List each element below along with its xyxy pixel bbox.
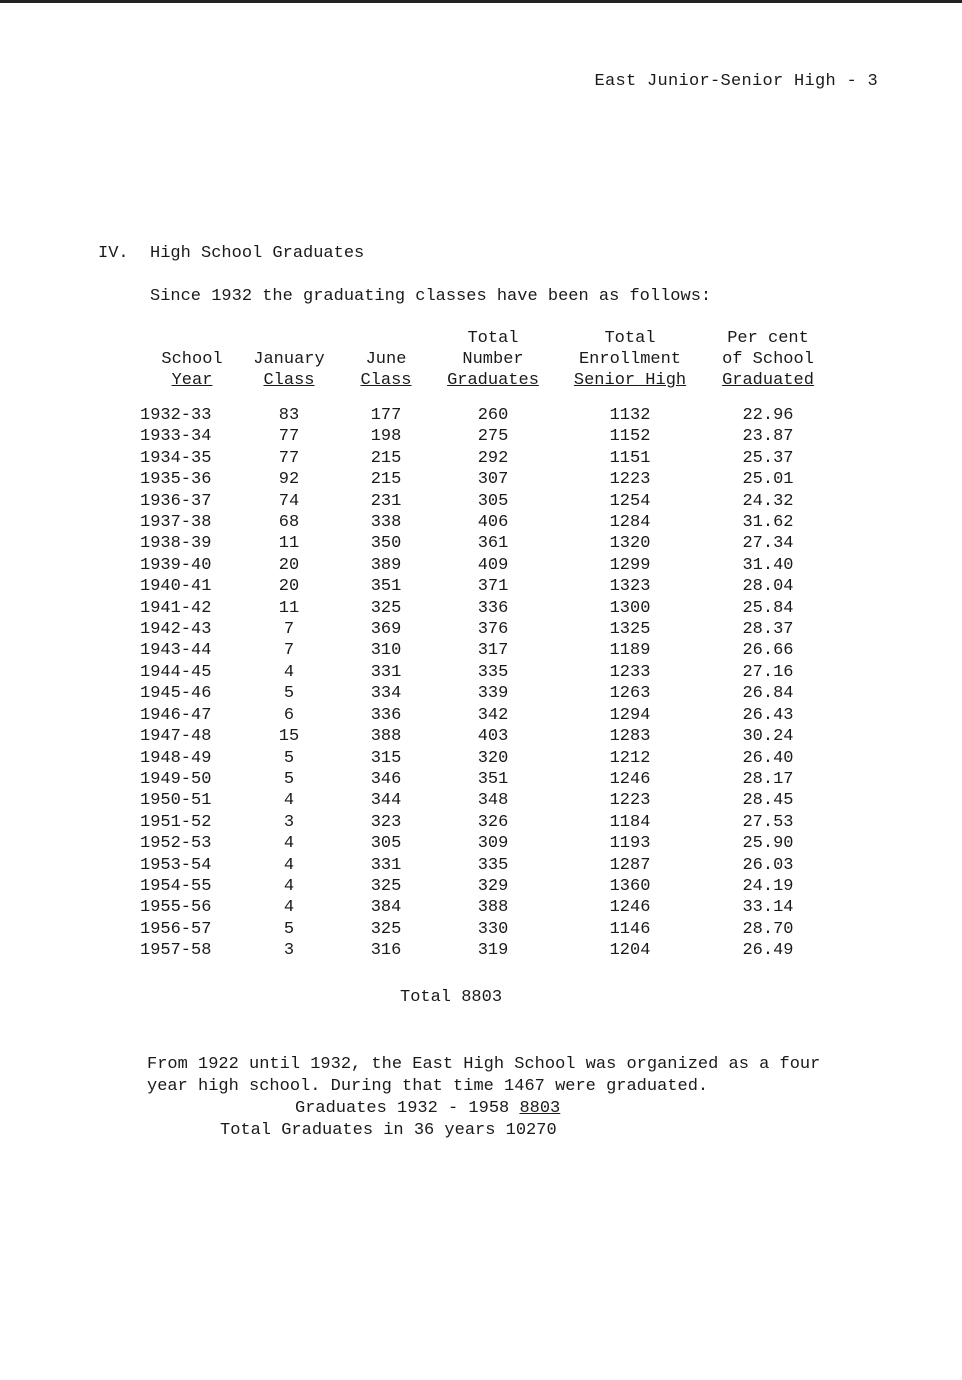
cell-total-enrollment: 1223 <box>609 470 651 490</box>
cell-total-enrollment: 1212 <box>609 748 651 768</box>
cell-january-class: 74 <box>278 491 300 511</box>
cell-total-graduates: 351 <box>477 769 509 789</box>
cell-june-class: 331 <box>370 855 402 875</box>
cell-percent-graduated: 25.37 <box>742 448 794 468</box>
cell-school-year: 1933-34 <box>140 427 212 447</box>
cell-january-class: 5 <box>283 748 295 768</box>
table-row <box>140 897 824 918</box>
footer-line-3-label: Graduates 1932 - 1958 <box>295 1099 510 1118</box>
cell-percent-graduated: 23.87 <box>742 427 794 447</box>
cell-june-class: 331 <box>370 662 402 682</box>
cell-percent-graduated: 27.53 <box>742 812 794 832</box>
cell-january-class: 11 <box>278 598 300 618</box>
table-row <box>140 940 824 961</box>
cell-total-enrollment: 1254 <box>609 491 651 511</box>
cell-january-class: 92 <box>278 470 300 490</box>
table-row <box>140 640 824 661</box>
total-line: Total 8803 <box>400 988 503 1007</box>
cell-percent-graduated: 33.14 <box>742 898 794 918</box>
table-row <box>140 448 824 469</box>
table-row <box>140 405 824 426</box>
cell-total-enrollment: 1284 <box>609 513 651 533</box>
cell-total-enrollment: 1189 <box>609 641 651 661</box>
cell-total-graduates: 319 <box>477 941 509 961</box>
cell-total-graduates: 388 <box>477 898 509 918</box>
cell-total-graduates: 260 <box>477 406 509 425</box>
footer-line-4: Total Graduates in 36 years 10270 <box>220 1121 557 1140</box>
cell-total-graduates: 361 <box>477 534 509 554</box>
cell-school-year: 1934-35 <box>140 448 212 468</box>
cell-total-graduates: 371 <box>477 577 509 597</box>
cell-june-class: 323 <box>370 812 402 832</box>
cell-january-class: 20 <box>278 555 300 575</box>
cell-school-year: 1942-43 <box>140 620 212 640</box>
cell-total-graduates: 307 <box>477 470 509 490</box>
cell-june-class: 325 <box>370 598 402 618</box>
cell-percent-graduated: 24.32 <box>742 491 794 511</box>
cell-january-class: 83 <box>278 406 300 425</box>
cell-total-graduates: 403 <box>477 727 509 747</box>
cell-total-enrollment: 1294 <box>609 705 651 725</box>
cell-january-class: 4 <box>283 834 295 854</box>
cell-total-graduates: 376 <box>477 620 509 640</box>
cell-total-graduates: 336 <box>477 598 509 618</box>
header-total-graduates: Total Number Graduates <box>447 329 539 390</box>
section-number: IV. <box>98 244 129 263</box>
top-border <box>0 0 962 3</box>
cell-total-enrollment: 1193 <box>609 834 651 854</box>
table-row <box>140 812 824 833</box>
cell-january-class: 5 <box>283 684 295 704</box>
cell-total-enrollment: 1299 <box>609 555 651 575</box>
cell-january-class: 3 <box>283 941 295 961</box>
cell-january-class: 68 <box>278 513 300 533</box>
cell-percent-graduated: 28.45 <box>742 791 794 811</box>
cell-total-graduates: 348 <box>477 791 509 811</box>
cell-total-graduates: 339 <box>477 684 509 704</box>
table-row <box>140 491 824 512</box>
cell-june-class: 215 <box>370 448 402 468</box>
cell-june-class: 389 <box>370 555 402 575</box>
graduates-table <box>140 328 824 962</box>
footer-notes <box>147 1054 820 1142</box>
cell-school-year: 1939-40 <box>140 555 212 575</box>
cell-total-enrollment: 1360 <box>609 876 651 896</box>
cell-june-class: 310 <box>370 641 402 661</box>
cell-school-year: 1950-51 <box>140 791 212 811</box>
cell-total-enrollment: 1320 <box>609 534 651 554</box>
table-row <box>140 598 824 619</box>
cell-school-year: 1947-48 <box>140 727 212 747</box>
cell-school-year: 1941-42 <box>140 598 212 618</box>
cell-percent-graduated: 26.40 <box>742 748 794 768</box>
table-row <box>140 769 824 790</box>
cell-june-class: 336 <box>370 705 402 725</box>
cell-school-year: 1956-57 <box>140 919 212 939</box>
cell-total-enrollment: 1287 <box>609 855 651 875</box>
table-row <box>140 705 824 726</box>
table-row <box>140 683 824 704</box>
cell-percent-graduated: 25.01 <box>742 470 794 490</box>
cell-june-class: 231 <box>370 491 402 511</box>
cell-total-enrollment: 1233 <box>609 662 651 682</box>
cell-june-class: 369 <box>370 620 402 640</box>
cell-school-year: 1954-55 <box>140 876 212 896</box>
cell-percent-graduated: 22.96 <box>742 406 794 425</box>
cell-june-class: 384 <box>370 898 402 918</box>
cell-total-enrollment: 1283 <box>609 727 651 747</box>
cell-january-class: 77 <box>278 448 300 468</box>
cell-total-enrollment: 1323 <box>609 577 651 597</box>
cell-june-class: 177 <box>370 406 402 425</box>
cell-june-class: 325 <box>370 876 402 896</box>
table-row <box>140 469 824 490</box>
section-heading <box>98 244 364 263</box>
cell-total-graduates: 329 <box>477 876 509 896</box>
table-header-row <box>140 328 824 405</box>
table-row <box>140 426 824 447</box>
table-row <box>140 619 824 640</box>
cell-january-class: 6 <box>283 705 295 725</box>
cell-january-class: 4 <box>283 855 295 875</box>
section-title: High School Graduates <box>150 244 365 263</box>
cell-january-class: 5 <box>283 769 295 789</box>
cell-total-graduates: 305 <box>477 491 509 511</box>
cell-total-enrollment: 1325 <box>609 620 651 640</box>
table-row <box>140 533 824 554</box>
cell-percent-graduated: 25.90 <box>742 834 794 854</box>
cell-total-enrollment: 1246 <box>609 898 651 918</box>
cell-total-graduates: 326 <box>477 812 509 832</box>
cell-percent-graduated: 26.03 <box>742 855 794 875</box>
cell-school-year: 1937-38 <box>140 513 212 533</box>
cell-total-enrollment: 1246 <box>609 769 651 789</box>
footer-line-2: year high school. During that time 1467 were graduated. <box>147 1077 709 1096</box>
cell-june-class: 344 <box>370 791 402 811</box>
cell-school-year: 1952-53 <box>140 834 212 854</box>
cell-june-class: 351 <box>370 577 402 597</box>
cell-percent-graduated: 25.84 <box>742 598 794 618</box>
cell-percent-graduated: 26.84 <box>742 684 794 704</box>
cell-january-class: 4 <box>283 791 295 811</box>
cell-total-enrollment: 1132 <box>609 406 651 425</box>
cell-june-class: 338 <box>370 513 402 533</box>
cell-school-year: 1957-58 <box>140 941 212 961</box>
cell-school-year: 1932-33 <box>140 406 212 425</box>
cell-january-class: 4 <box>283 876 295 896</box>
cell-june-class: 325 <box>370 919 402 939</box>
table-row <box>140 876 824 897</box>
cell-total-graduates: 275 <box>477 427 509 447</box>
footer-line-3-value: 8803 <box>519 1099 561 1118</box>
cell-percent-graduated: 28.37 <box>742 620 794 640</box>
header-june-class: June Class <box>360 350 412 390</box>
cell-school-year: 1935-36 <box>140 470 212 490</box>
cell-school-year: 1936-37 <box>140 491 212 511</box>
table-row <box>140 555 824 576</box>
cell-total-enrollment: 1223 <box>609 791 651 811</box>
cell-total-enrollment: 1151 <box>609 448 651 468</box>
cell-june-class: 346 <box>370 769 402 789</box>
cell-school-year: 1955-56 <box>140 898 212 918</box>
table-row <box>140 576 824 597</box>
header-school-year: School Year <box>161 350 223 390</box>
cell-total-graduates: 317 <box>477 641 509 661</box>
cell-january-class: 4 <box>283 898 295 918</box>
cell-percent-graduated: 24.19 <box>742 876 794 896</box>
cell-school-year: 1945-46 <box>140 684 212 704</box>
header-january-class: January Class <box>253 350 325 390</box>
cell-january-class: 77 <box>278 427 300 447</box>
cell-total-graduates: 406 <box>477 513 509 533</box>
table-row <box>140 833 824 854</box>
cell-january-class: 3 <box>283 812 295 832</box>
cell-total-graduates: 320 <box>477 748 509 768</box>
table-row <box>140 748 824 769</box>
running-head: East Junior-Senior High - 3 <box>594 72 878 91</box>
cell-january-class: 5 <box>283 919 295 939</box>
cell-total-graduates: 409 <box>477 555 509 575</box>
table-row <box>140 790 824 811</box>
cell-total-graduates: 342 <box>477 705 509 725</box>
table-row <box>140 662 824 683</box>
cell-january-class: 20 <box>278 577 300 597</box>
table-row <box>140 855 824 876</box>
cell-total-graduates: 335 <box>477 662 509 682</box>
cell-total-enrollment: 1300 <box>609 598 651 618</box>
cell-percent-graduated: 26.66 <box>742 641 794 661</box>
cell-total-enrollment: 1204 <box>609 941 651 961</box>
table-body <box>140 405 824 962</box>
cell-percent-graduated: 28.70 <box>742 919 794 939</box>
cell-percent-graduated: 28.17 <box>742 769 794 789</box>
cell-percent-graduated: 26.43 <box>742 705 794 725</box>
header-total-enrollment: Total Enrollment Senior High <box>573 329 687 390</box>
cell-percent-graduated: 27.34 <box>742 534 794 554</box>
cell-percent-graduated: 27.16 <box>742 662 794 682</box>
cell-total-graduates: 309 <box>477 834 509 854</box>
cell-school-year: 1944-45 <box>140 662 212 682</box>
cell-january-class: 7 <box>283 620 295 640</box>
footer-line-3 <box>147 1098 820 1120</box>
cell-percent-graduated: 31.62 <box>742 513 794 533</box>
cell-june-class: 334 <box>370 684 402 704</box>
table-row <box>140 919 824 940</box>
cell-total-enrollment: 1146 <box>609 919 651 939</box>
cell-june-class: 388 <box>370 727 402 747</box>
cell-june-class: 350 <box>370 534 402 554</box>
cell-percent-graduated: 28.04 <box>742 577 794 597</box>
cell-total-graduates: 292 <box>477 448 509 468</box>
cell-school-year: 1948-49 <box>140 748 212 768</box>
cell-january-class: 7 <box>283 641 295 661</box>
cell-school-year: 1951-52 <box>140 812 212 832</box>
cell-june-class: 305 <box>370 834 402 854</box>
cell-percent-graduated: 31.40 <box>742 555 794 575</box>
intro-text: Since 1932 the graduating classes have been as follows: <box>150 287 712 306</box>
cell-school-year: 1946-47 <box>140 705 212 725</box>
cell-january-class: 4 <box>283 662 295 682</box>
cell-total-graduates: 335 <box>477 855 509 875</box>
table-row <box>140 512 824 533</box>
cell-january-class: 15 <box>278 727 300 747</box>
cell-school-year: 1953-54 <box>140 855 212 875</box>
cell-june-class: 316 <box>370 941 402 961</box>
cell-percent-graduated: 30.24 <box>742 727 794 747</box>
cell-total-enrollment: 1152 <box>609 427 651 447</box>
cell-school-year: 1940-41 <box>140 577 212 597</box>
cell-total-enrollment: 1263 <box>609 684 651 704</box>
cell-percent-graduated: 26.49 <box>742 941 794 961</box>
cell-school-year: 1943-44 <box>140 641 212 661</box>
cell-school-year: 1949-50 <box>140 769 212 789</box>
table-row <box>140 726 824 747</box>
cell-june-class: 315 <box>370 748 402 768</box>
cell-total-enrollment: 1184 <box>609 812 651 832</box>
cell-total-graduates: 330 <box>477 919 509 939</box>
cell-school-year: 1938-39 <box>140 534 212 554</box>
cell-january-class: 11 <box>278 534 300 554</box>
cell-june-class: 215 <box>370 470 402 490</box>
footer-line-1: From 1922 until 1932, the East High School was organized as a four <box>147 1055 821 1074</box>
header-percent-graduated: Per cent of School Graduated <box>722 329 814 390</box>
cell-june-class: 198 <box>370 427 402 447</box>
